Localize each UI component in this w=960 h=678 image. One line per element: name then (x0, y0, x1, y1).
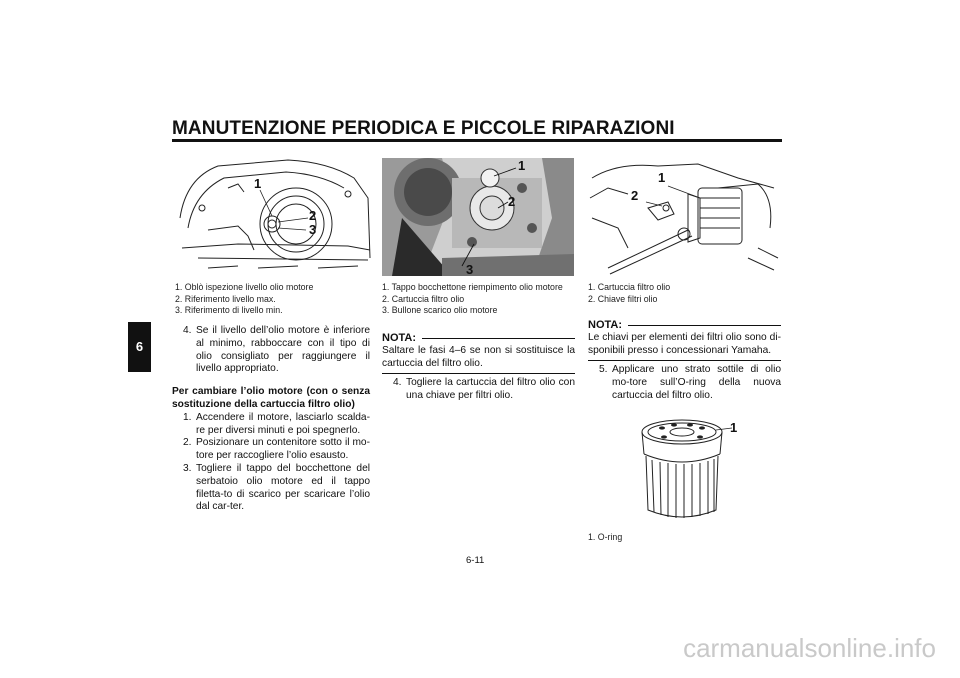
caption-line: 3. Bullone scarico olio motore (382, 305, 498, 316)
note-rule (422, 338, 575, 339)
figure-callout: 2 (631, 188, 639, 203)
figure-callout: 3 (309, 222, 317, 237)
caption-line: 2. Cartuccia filtro olio (382, 293, 465, 304)
caption-line: 2. Riferimento livello max. (175, 293, 276, 304)
figure-caption (588, 532, 708, 544)
note-header (588, 319, 781, 332)
step-text: Se il livello dell’olio motore è inferiore al minimo, rabboccare con il tipo di olio consigliato per raggiungere il livello appropriato. (196, 325, 370, 375)
step-text: Accendere il motore, lasciarlo scalda-re per diversi minuti e poi spegnerlo. (196, 411, 370, 436)
filter-wrench-figure (588, 158, 782, 276)
column-3-text (588, 319, 781, 403)
step-number: 4. (183, 325, 192, 336)
step-text: Applicare uno strato sottile di olio mo-tore sull’O-ring della nuova cartuccia del filtro olio. (612, 364, 781, 401)
step-number: 2. (183, 437, 192, 449)
note-rule (628, 325, 781, 326)
step-item (172, 412, 370, 438)
note-header (382, 332, 575, 345)
chapter-tab: 6 (128, 322, 151, 372)
step-item (172, 325, 370, 376)
oil-level-window-figure (178, 158, 372, 276)
step-text: Togliere la cartuccia del filtro olio con una chiave per filtri olio. (406, 377, 575, 402)
figure-callout: 1 (254, 176, 262, 191)
caption-line: 2. Chiave filtri olio (588, 293, 658, 304)
note-label: NOTA: (588, 319, 623, 331)
figure-callout: 3 (466, 262, 474, 277)
step-text: Posizionare un contenitore sotto il mo-tore per raccogliere l’olio esausto. (196, 437, 370, 462)
note-label: NOTA: (382, 332, 417, 344)
step-item (172, 437, 370, 463)
figure-callout: 2 (508, 194, 516, 209)
figure-callout: 1 (518, 158, 526, 173)
title-rule (172, 139, 782, 142)
step-number: 3. (183, 462, 192, 474)
section-heading: Per cambiare l’olio motore (con o senza sostituzione della cartuccia filtro olio) (172, 386, 370, 410)
figure-callout: 1 (658, 170, 666, 185)
page-number: 6-11 (466, 555, 485, 566)
caption-line: 1. Cartuccia filtro olio (588, 282, 671, 292)
caption-line: 3. Riferimento di livello min. (175, 305, 283, 316)
figure-captions (588, 282, 788, 305)
column-1-text (172, 325, 370, 514)
step-text: Togliere il tappo del bocchettone del serbatoio olio motore ed il tappo filetta-to di scarico per scaricare l’olio dal car-ter. (196, 462, 370, 513)
figure-captions (175, 282, 375, 317)
step-item (172, 463, 370, 514)
caption-line: 1. Tappo bocchettone riempimento olio motore (382, 282, 563, 292)
engine-oil-cap-figure (382, 158, 574, 276)
note-rule (588, 360, 781, 361)
step-number: 1. (183, 411, 192, 423)
caption-line: 1. O-ring (588, 532, 623, 542)
column-2-text (382, 332, 575, 403)
note-text: Le chiavi per elementi dei filtri olio sono di-sponibili presso i concessionari Yamaha. (588, 331, 781, 356)
note-text: Saltare le fasi 4–6 se non si sostituisce la cartuccia del filtro olio. (382, 344, 575, 369)
caption-line: 1. Oblò ispezione livello olio motore (175, 282, 314, 292)
oil-filter-cartridge-figure (630, 414, 750, 526)
step-item (588, 364, 781, 402)
figure-callout: 2 (309, 208, 317, 223)
figure-callout: 1 (730, 420, 738, 435)
step-item (382, 377, 575, 403)
page-title: MANUTENZIONE PERIODICA E PICCOLE RIPARAZIONI (172, 118, 675, 139)
figure-captions (382, 282, 582, 317)
note-rule (382, 373, 575, 374)
step-number: 5. (599, 364, 608, 376)
watermark: carmanualsonline.info (683, 633, 936, 663)
step-number: 4. (393, 377, 402, 389)
